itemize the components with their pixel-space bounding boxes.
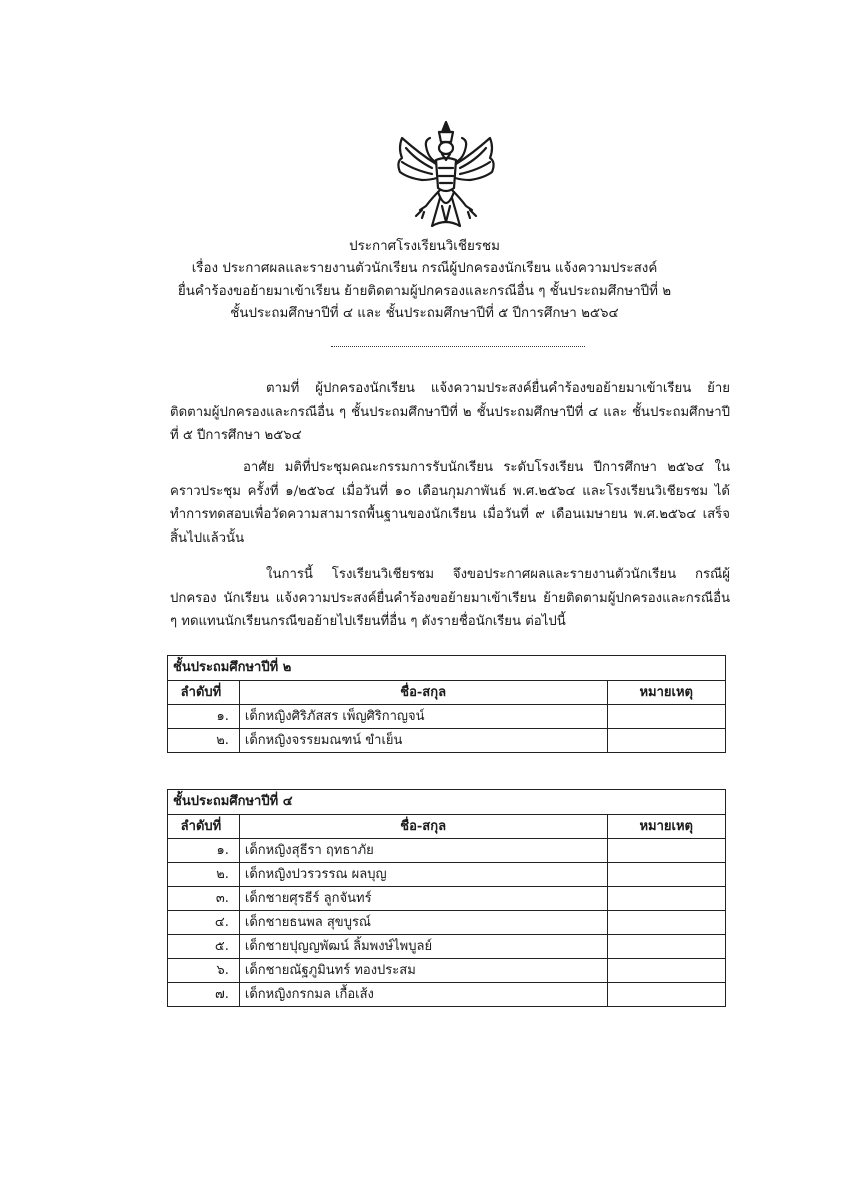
row-name: เด็กหญิงสุธีรา ฤทธาภัย	[239, 839, 607, 863]
row-no: ๕.	[168, 935, 240, 959]
row-no: ๒.	[168, 863, 240, 887]
row-name: เด็กหญิงปวรวรรณ ผลบุญ	[239, 863, 607, 887]
row-name: เด็กหญิงจรรยมณฑน์ ขำเย็น	[239, 729, 607, 753]
table-row	[168, 935, 726, 959]
paragraph-2-text: อาศัย มติที่ประชุมคณะกรรมการรับนักเรียน ระดับโรงเรียน ปีการศึกษา ๒๕๖๔ ในคราวประชุม ครั้งที่ ๑/๒๕๖๔ เมื่อวันที่ ๑๐ เดือนกุมภาพันธ์ พ.ศ.๒๕๖๔ และโรงเรียนวิเชียรชม ได้ทำการทดสอบเพื่อวัดความสามารถพื้นฐานของนักเรียน เมื่อวันที่ ๙ เดือนเมษายน พ.ศ.๒๕๖๔ เสร็จสิ้นไปแล้วนั้น	[170, 460, 730, 546]
table-row	[168, 705, 726, 729]
row-name: เด็กชายศุรธีร์ ลูกจันทร์	[239, 887, 607, 911]
row-note	[607, 911, 726, 935]
paragraph-3	[170, 563, 730, 634]
header-title: ประกาศโรงเรียนวิเชียรชม	[349, 239, 500, 254]
grade-4-title: ชั้นประถมศึกษาปีที่ ๔	[168, 790, 726, 815]
row-no: ๑.	[168, 839, 240, 863]
row-no: ๑.	[168, 705, 240, 729]
column-no-header: ลำดับที่	[168, 681, 240, 705]
dotted-separator	[331, 346, 585, 347]
header-subject-line-2: ยื่นคำร้องขอย้ายมาเข้าเรียน ย้ายติดตามผู้ปกครองและกรณีอื่น ๆ ชั้นประถมศึกษาปีที่ ๒	[177, 283, 672, 299]
column-name-header: ชื่อ-สกุล	[239, 681, 607, 705]
row-note	[607, 959, 726, 983]
row-no: ๖.	[168, 959, 240, 983]
table-header-row	[168, 681, 726, 705]
header-subject-line-3: ชั้นประถมศึกษาปีที่ ๔ และ ชั้นประถมศึกษาปีที่ ๕ ปีการศึกษา ๒๕๖๔	[230, 306, 619, 322]
row-note	[607, 983, 726, 1007]
row-no: ๒.	[168, 729, 240, 753]
grade-2-table	[167, 655, 726, 753]
table-header-row	[168, 815, 726, 839]
row-name: เด็กชายธนพล สุขบูรณ์	[239, 911, 607, 935]
row-note	[607, 705, 726, 729]
paragraph-3-text: ในการนี้ โรงเรียนวิเชียรชม จึงขอประกาศผลและรายงานตัวนักเรียน กรณีผู้ปกครอง นักเรียน แจ้งความประสงค์ยื่นคำร้องขอย้ายมาเข้าเรียน ย้ายติดตามผู้ปกครองและกรณีอื่น ๆ ทดแทนนักเรียนกรณีขอย้ายไปเรียนที่อื่น ๆ ดังรายชื่อนักเรียน ต่อไปนี้	[170, 567, 730, 629]
row-name: เด็กชายปุญญพัฒน์ ลิ้มพงษ์ไพบูลย์	[239, 935, 607, 959]
row-name: เด็กชายณัฐภูมินทร์ ทองประสม	[239, 959, 607, 983]
row-note	[607, 729, 726, 753]
table-row	[168, 839, 726, 863]
row-note	[607, 839, 726, 863]
table-row	[168, 983, 726, 1007]
table-row	[168, 911, 726, 935]
table-row	[168, 959, 726, 983]
row-name: เด็กหญิงกรกมล เกื้อเส้ง	[239, 983, 607, 1007]
paragraph-2	[170, 456, 730, 550]
grade-4-table	[167, 789, 726, 1007]
header-subject-line-1: เรื่อง ประกาศผลและรายงานตัวนักเรียน กรณีผู้ปกครองนักเรียน แจ้งความประสงค์	[191, 261, 658, 277]
column-name-header: ชื่อ-สกุล	[239, 815, 607, 839]
garuda-emblem-icon	[392, 118, 500, 233]
row-note	[607, 935, 726, 959]
column-note-header: หมายเหตุ	[607, 681, 726, 705]
grade-2-title: ชั้นประถมศึกษาปีที่ ๒	[168, 656, 726, 681]
column-note-header: หมายเหตุ	[607, 815, 726, 839]
row-no: ๓.	[168, 887, 240, 911]
row-no: ๗.	[168, 983, 240, 1007]
paragraph-1-text: ตามที่ ผู้ปกครองนักเรียน แจ้งความประสงค์ยื่นคำร้องขอย้ายมาเข้าเรียน ย้ายติดตามผู้ปกครองและกรณีอื่น ๆ ชั้นประถมศึกษาปีที่ ๒ ชั้นประถมศึกษาปีที่ ๔ และ ชั้นประถมศึกษาปีที่ ๕ ปีการศึกษา ๒๕๖๔	[170, 381, 730, 443]
table-row	[168, 887, 726, 911]
paragraph-1	[170, 377, 730, 448]
column-no-header: ลำดับที่	[168, 815, 240, 839]
row-name: เด็กหญิงศิริภัสสร เพ็ญศิริกาญจน์	[239, 705, 607, 729]
announcement-header	[100, 236, 749, 326]
row-note	[607, 887, 726, 911]
row-no: ๔.	[168, 911, 240, 935]
table-row	[168, 863, 726, 887]
row-note	[607, 863, 726, 887]
table-row	[168, 729, 726, 753]
